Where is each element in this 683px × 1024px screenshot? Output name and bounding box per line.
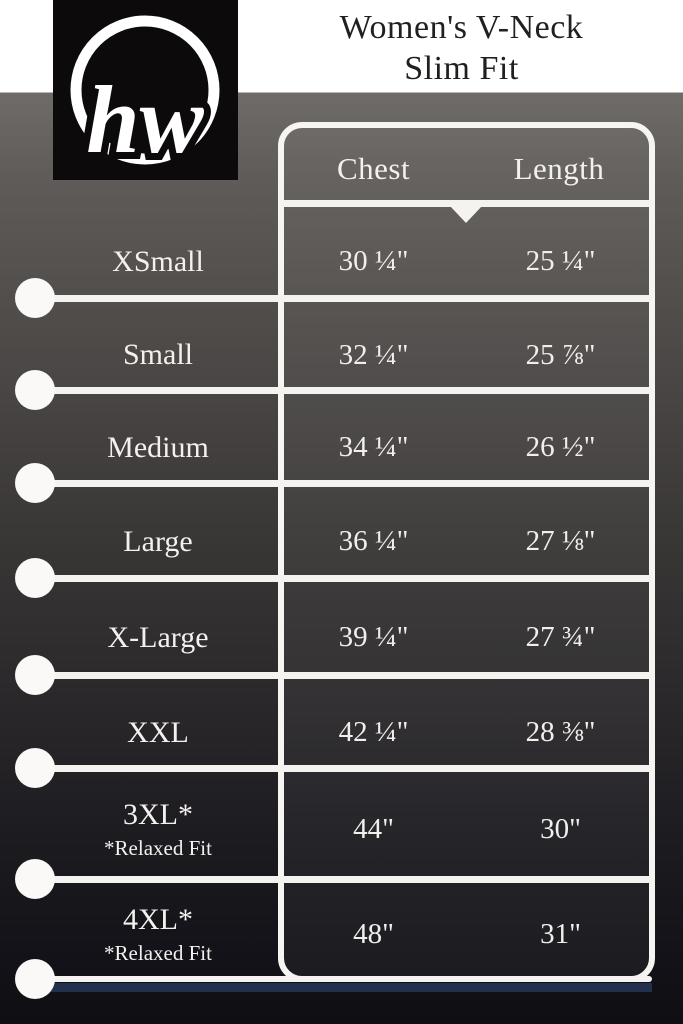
size-label: XXL [127, 715, 189, 749]
size-label: XSmall [112, 244, 204, 278]
divider-dot [15, 278, 55, 318]
length-value: 30" [540, 813, 581, 845]
size-label-note: *Relaxed Fit [104, 940, 212, 965]
title-line-1: Women's V-Neck [339, 8, 584, 46]
length-value: 27 ¾" [525, 621, 596, 653]
title-line-2: Slim Fit [404, 49, 519, 87]
svg-text:hw: hw [86, 66, 204, 173]
page-title [240, 0, 683, 92]
table-row [0, 679, 655, 764]
chest-value: 44" [353, 813, 394, 845]
chest-value: 30 ¼" [338, 245, 409, 277]
divider-dot [15, 463, 55, 503]
length-value: 26 ½" [525, 431, 596, 463]
table-row [0, 772, 655, 875]
row-divider [35, 480, 652, 487]
divider-dot [15, 959, 55, 999]
table-header-row [281, 128, 652, 200]
size-label: X-Large [107, 620, 209, 654]
chest-value: 36 ¼" [338, 525, 409, 557]
chest-value: 39 ¼" [338, 621, 409, 653]
row-divider [35, 672, 652, 679]
size-label-main: 3XL* [123, 798, 193, 831]
table-row [0, 883, 655, 973]
size-label-note: *Relaxed Fit [104, 836, 212, 860]
chest-value: 32 ¼" [338, 338, 409, 371]
chest-value: 48" [353, 917, 394, 950]
size-label: Medium [107, 430, 209, 464]
table-row [0, 302, 655, 386]
divider-dot [15, 748, 55, 788]
length-value: 31" [540, 917, 581, 950]
divider-dot [15, 859, 55, 899]
table-row [0, 487, 655, 574]
table-row [0, 394, 655, 479]
divider-dot [15, 655, 55, 695]
table-row [0, 582, 655, 671]
length-value: 27 ⅛" [525, 525, 596, 557]
row-divider [35, 387, 652, 394]
bottom-divider [35, 976, 652, 982]
size-label [0, 903, 281, 966]
row-divider [35, 876, 652, 883]
row-divider [35, 575, 652, 582]
divider-dot [15, 558, 55, 598]
length-value: 25 ⅞" [525, 338, 596, 371]
size-label: Small [122, 338, 193, 371]
brand-logo [53, 0, 238, 180]
size-label [0, 798, 281, 861]
navy-accent-line [35, 983, 652, 992]
size-label-main: 4XL* [123, 902, 193, 936]
row-divider [35, 765, 652, 772]
length-value: 28 ⅜" [525, 716, 596, 748]
chest-value: 34 ¼" [338, 431, 409, 463]
row-divider [35, 295, 652, 302]
column-header-length: Length [513, 151, 605, 186]
length-value: 25 ¼" [525, 245, 596, 277]
size-label: Large [123, 524, 193, 558]
hw-logo-icon [53, 0, 238, 180]
chest-value: 42 ¼" [338, 716, 409, 748]
table-row [0, 207, 655, 294]
column-header-chest: Chest [336, 151, 411, 186]
divider-dot [15, 370, 55, 410]
